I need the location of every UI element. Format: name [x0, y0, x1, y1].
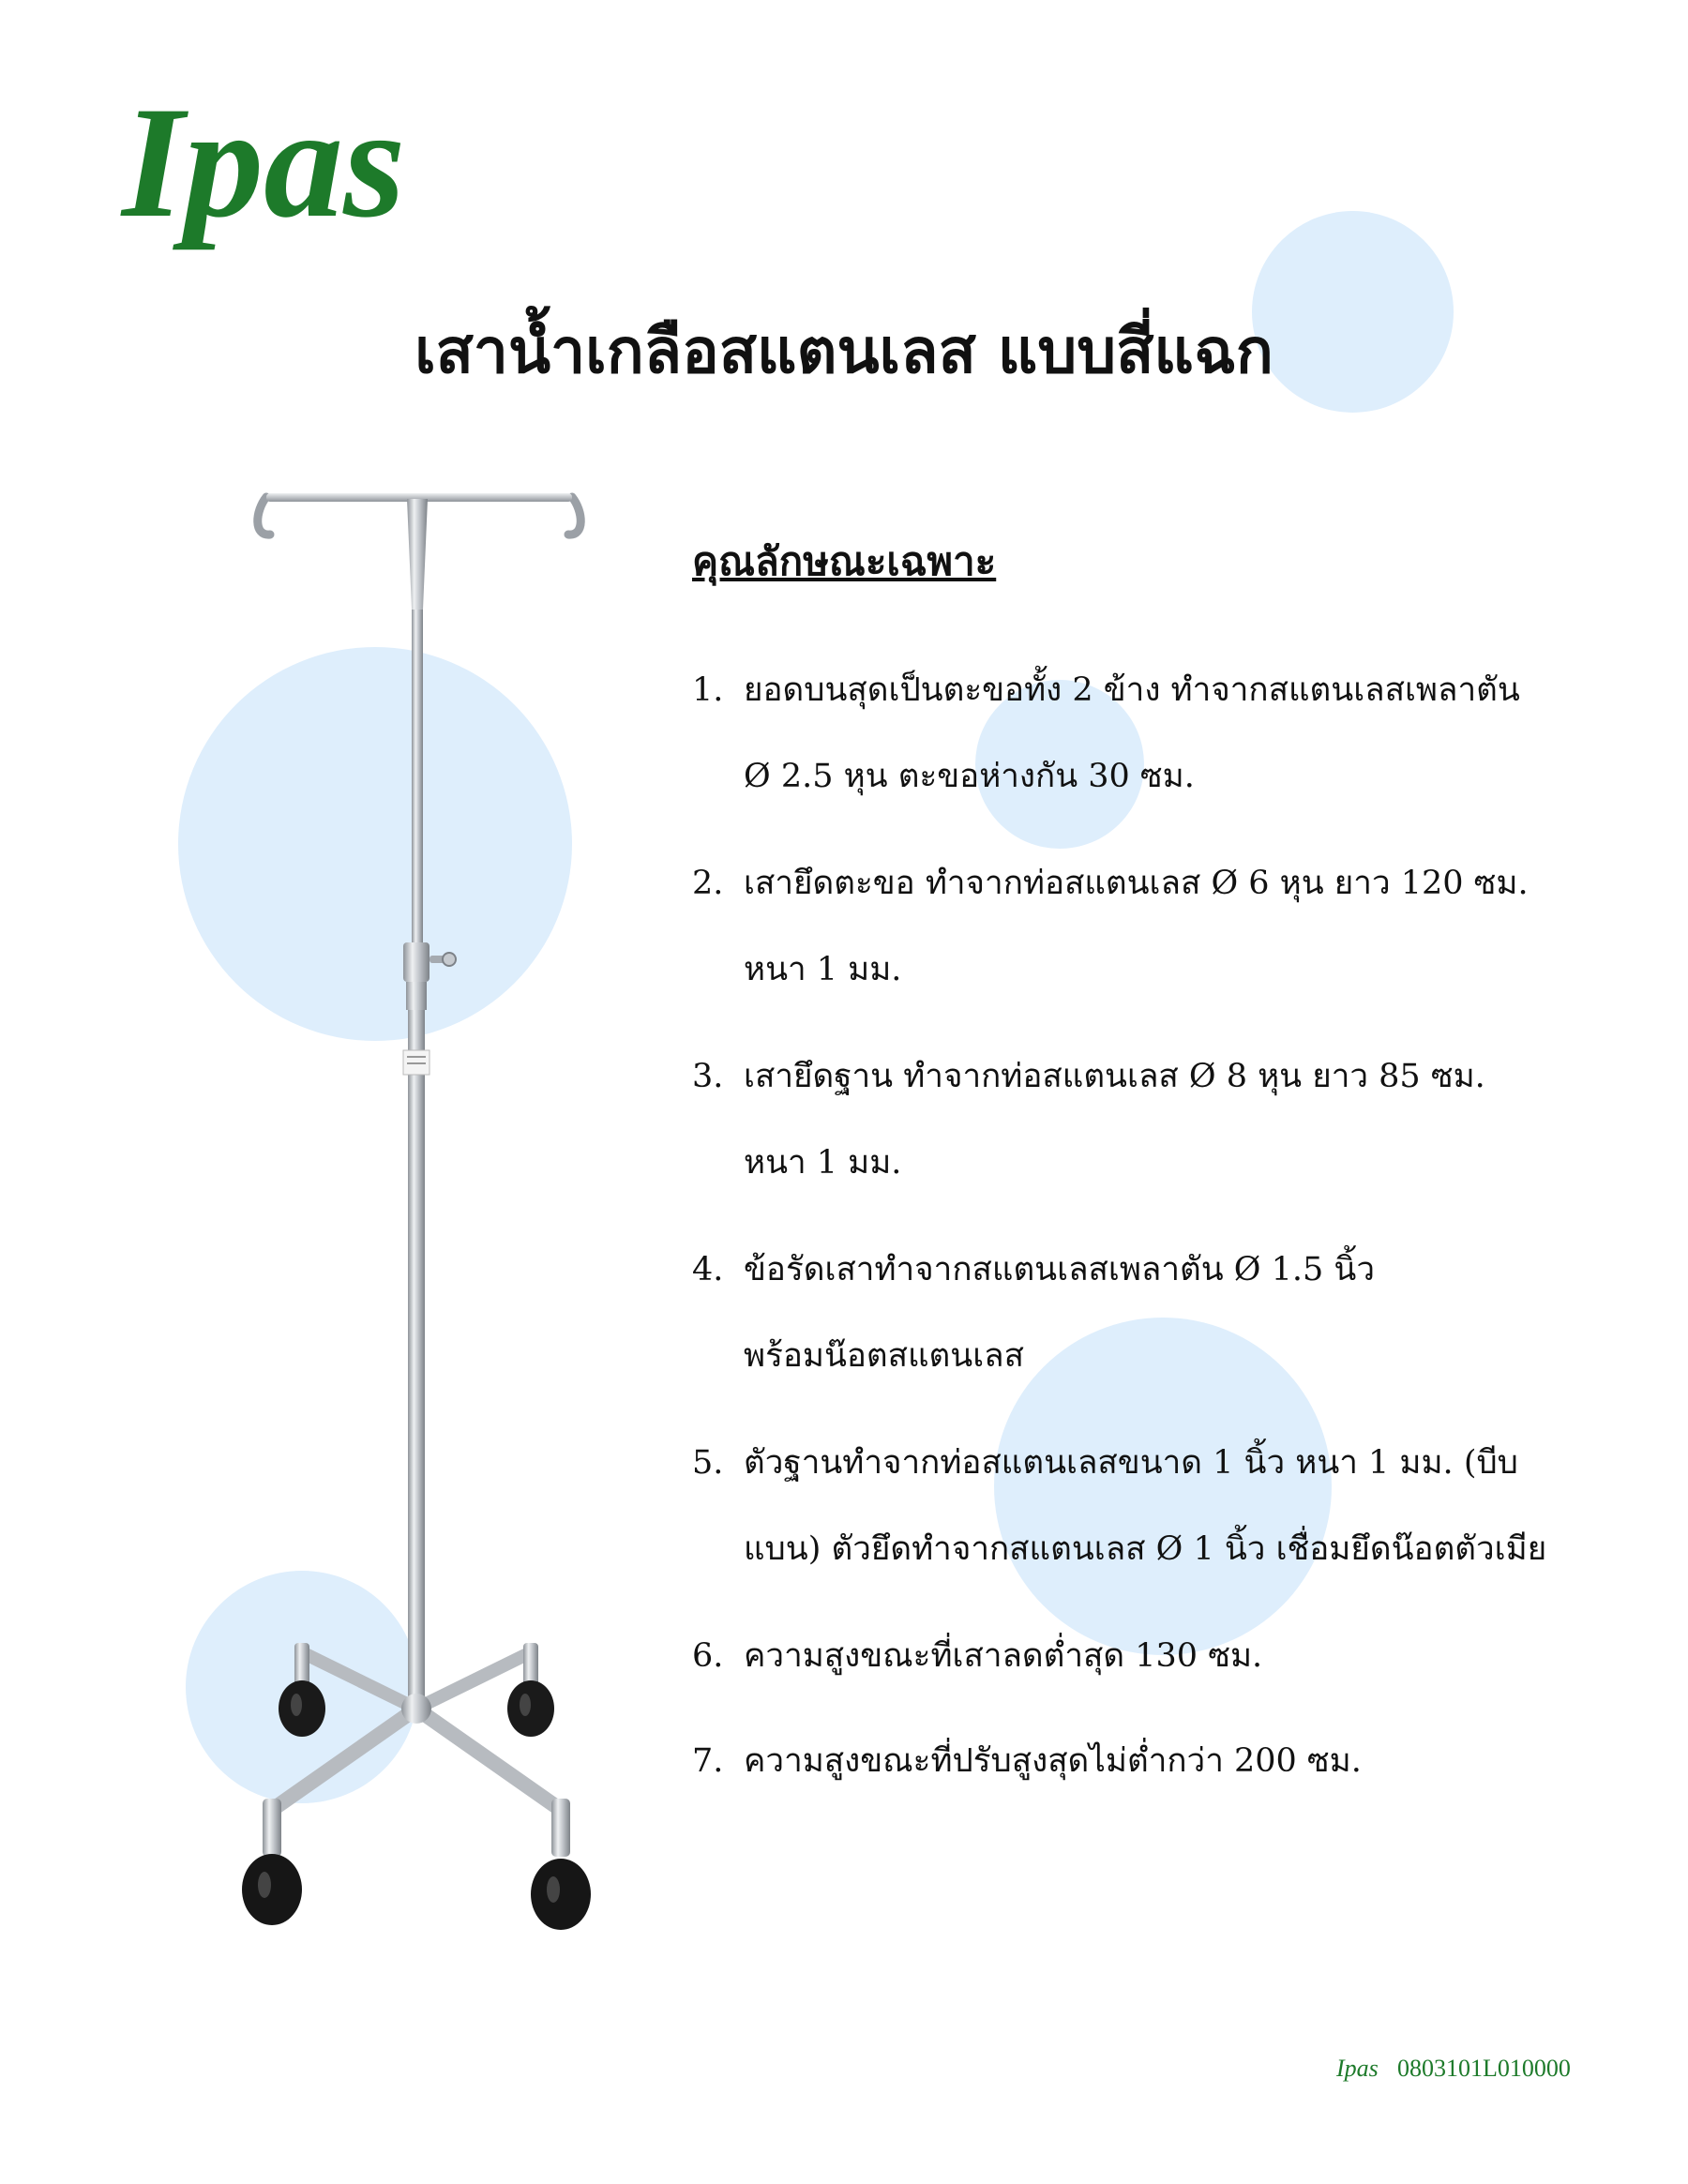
spec-number: 4.	[692, 1251, 724, 1288]
spec-number: 1.	[692, 671, 724, 709]
footer-brand: Ipas	[1336, 2055, 1379, 2082]
iv-pole-image	[234, 469, 628, 1960]
spec-text: แบน) ตัวยึดทำจากสแตนเลส Ø 1 นิ้ว เชื่อมยึดน๊อตตัวเมีย	[744, 1530, 1547, 1568]
spec-item	[692, 1420, 1649, 1592]
spec-text: ความสูงขณะที่เสาลดต่ำสุด 130 ซม.	[744, 1637, 1263, 1675]
spec-heading: คุณลักษณะเฉพาะ	[692, 538, 997, 584]
spec-text: ยอดบนสุดเป็นตะขอทั้ง 2 ข้าง ทำจากสแตนเลสเพลาตัน	[744, 671, 1520, 709]
product-code: 0803101L010000	[1397, 2055, 1571, 2082]
spec-number: 5.	[692, 1444, 724, 1482]
spec-item	[692, 1033, 1649, 1206]
footer	[1336, 2054, 1571, 2084]
brand-logo: Ipas	[122, 74, 406, 250]
spec-number: 3.	[692, 1058, 724, 1095]
spec-number: 7.	[692, 1742, 724, 1780]
spec-list	[692, 647, 1649, 1804]
spec-text: ตัวฐานทำจากท่อสแตนเลสขนาด 1 นิ้ว หนา 1 มม. (บีบ	[744, 1444, 1518, 1482]
spec-text: พร้อมน๊อตสแตนเลส	[744, 1337, 1024, 1375]
spec-text: หนา 1 มม.	[744, 951, 902, 988]
page-title: เสาน้ำเกลือสแตนเลส แบบสี่แฉก	[414, 314, 1274, 387]
spec-text: Ø 2.5 หุน ตะขอห่างกัน 30 ซม.	[744, 758, 1195, 795]
spec-item	[692, 840, 1649, 1013]
spec-item	[692, 1227, 1649, 1399]
spec-text: ความสูงขณะที่ปรับสูงสุดไม่ต่ำกว่า 200 ซม.	[744, 1742, 1362, 1780]
spec-item	[692, 647, 1649, 820]
spec-item	[692, 1718, 1649, 1804]
spec-text: เสายึดฐาน ทำจากท่อสแตนเลส Ø 8 หุน ยาว 85 ซม.	[744, 1058, 1485, 1095]
spec-text: เสายึดตะขอ ทำจากท่อสแตนเลส Ø 6 หุน ยาว 120 ซม.	[744, 865, 1529, 902]
spec-number: 6.	[692, 1637, 724, 1675]
spec-item	[692, 1613, 1649, 1699]
spec-text: หนา 1 มม.	[744, 1144, 902, 1182]
spec-number: 2.	[692, 865, 724, 902]
spec-text: ข้อรัดเสาทำจากสแตนเลสเพลาตัน Ø 1.5 นิ้ว	[744, 1251, 1375, 1288]
